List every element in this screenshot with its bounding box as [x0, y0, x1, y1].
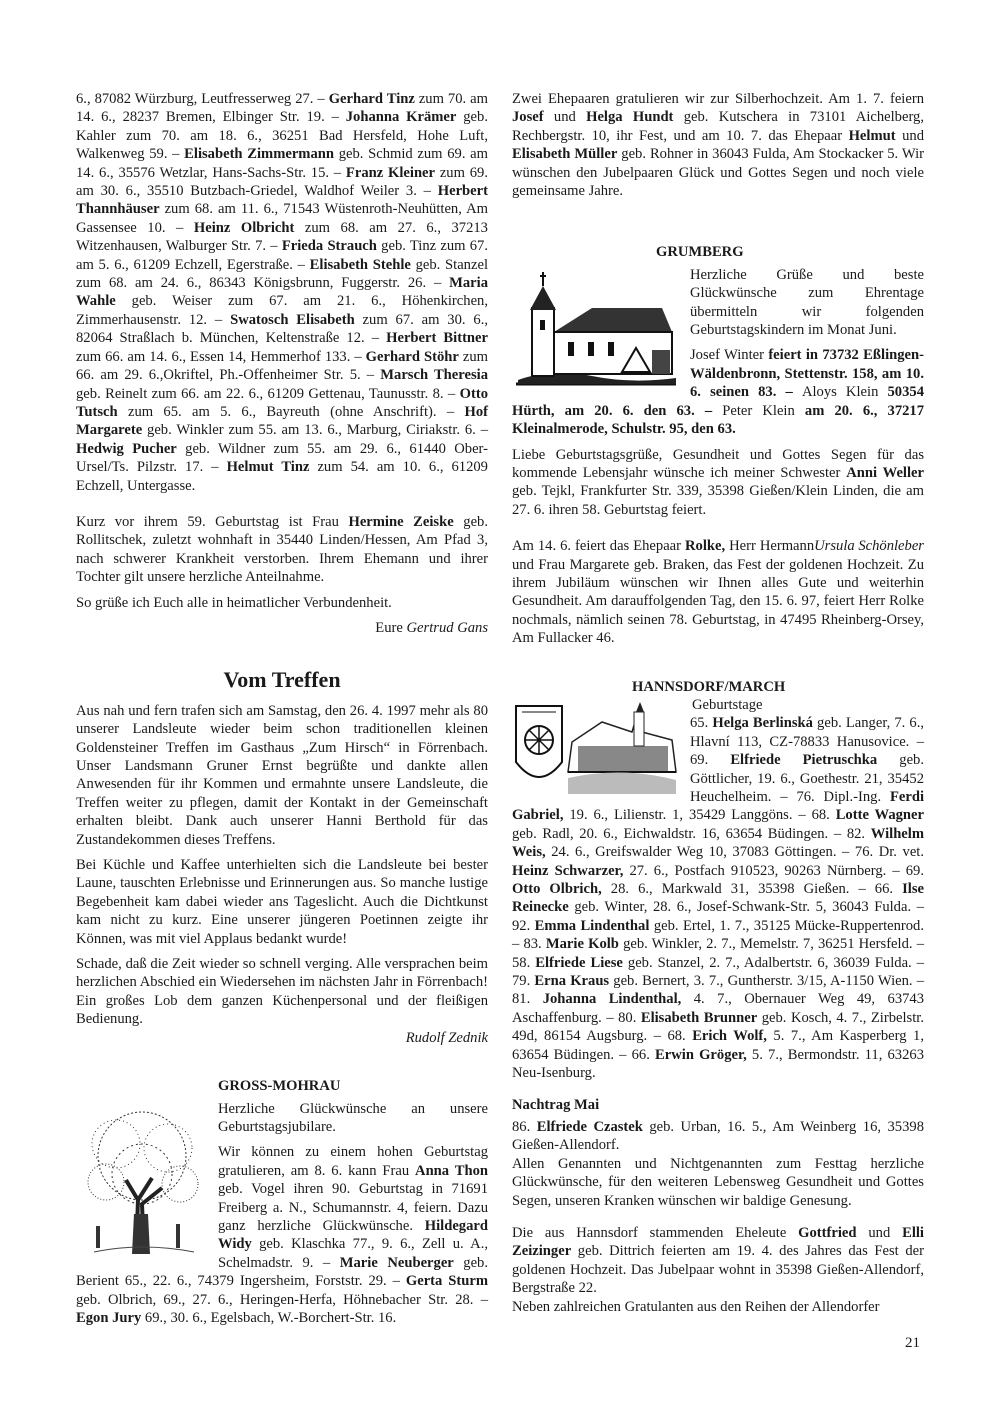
text-run: Wir können zu einem hohen Geburtstag gratulieren, am 8. 6. kann Frau: [218, 1144, 488, 1179]
gross-mohrau-paragraph-1: Herzliche Glückwünsche an unsere Geburtstagsjubilare.: [218, 1100, 488, 1135]
text-run: geb. Radl, 20. 6., Eichwaldstr. 16, 63654 Büdingen. – 82.: [512, 825, 871, 842]
text-run: zum 66. am 14. 6., Essen 14, Hemmerhof 133. –: [76, 348, 366, 365]
grumberg-paragraph-1: Herzliche Grüße und beste Glückwünsche zum Ehrentage übermitteln wir folgenden Geburtstagskindern im Monat Juni.: [690, 266, 924, 339]
text-run: Kurz vor ihrem 59. Geburtstag ist Frau: [76, 513, 349, 530]
birthday-list-paragraph: [76, 90, 488, 495]
treffen-signature: Rudolf Zednik: [405, 1029, 488, 1046]
treffen-paragraph-1: Aus nah und fern trafen sich am Samstag, den 26. 4. 1997 mehr als 80 unserer Landsleute wieder beim schon traditionellen kleinen Goldensteiner Treffen im Gasthaus „Zum Hirsch“ in Förrenbach. Unser Landsmann Gruner Ernst begrüßte und dankte allen Anwesenden für ihr Kommen und ermahnte unsere Landsleute, die Treffen weiter zu pflegen, damit der Kontakt in der Gemeinschaft erhalten bleibt. Dank auch unserer Hanni Berthold für das Zustandekommen dieses Treffens.: [76, 702, 488, 848]
text-run: geb. Klaschka 77., 9. 6., Zell u. A., Schelmadstr. 9. –: [218, 1236, 488, 1271]
text-run: 69., 30. 6., Egelsbach, W.-Borchert-Str. 16.: [141, 1309, 397, 1326]
bold-name: Egon Jury: [76, 1309, 142, 1326]
text-run: 4. 7., Obernauer Weg 49, 63743 Aschaffenburg. – 80.: [512, 991, 925, 1026]
nachtrag-paragraph: [512, 1118, 924, 1155]
text-run: Die aus Hannsdorf stammenden Eheleute: [512, 1224, 799, 1241]
text-run: geb. Rohner in 36043 Fulda, Am Stockacker 5. Wir wünschen den Jubelpaaren Glück und Gottes Segen und noch viele gemeinsame Jahre.: [512, 146, 925, 200]
text-run: Josef Winter: [690, 347, 764, 364]
right-column: [512, 90, 924, 1323]
bold-name: Otto Tutsch: [76, 385, 488, 420]
text-run: Peter Klein: [722, 402, 795, 419]
bold-name: am 20. 6., 37217 Kleinalmerode, Schulstr. 95, den 63.: [512, 402, 925, 438]
bold-name: Josef: [512, 109, 544, 126]
golden-wedding-paragraph: [512, 1224, 924, 1298]
bold-name: Erna Kraus: [534, 973, 610, 990]
bold-name: Hedwig Pucher: [76, 440, 177, 457]
bold-name: 50354 Hürth, am 20. 6. den 63. –: [512, 384, 924, 419]
bold-name: Hermine Zeiske: [348, 513, 454, 530]
bold-name: Helmut Tinz: [226, 459, 310, 476]
text-run: geb. Ertel, 1. 7., 35125 Mücke-Ruppertenrod. – 83.: [512, 917, 924, 953]
text-run: 24. 6., Greifswalder Weg 10, 37083 Göttingen. – 76. Dr. vet.: [545, 844, 924, 861]
section-title-treffen: Vom Treffen: [223, 667, 341, 693]
bold-name: Hof Margarete: [76, 403, 488, 439]
text-run: geb. Kutschera in 73101 Aichelberg, Rechbergstr. 10, ihr Fest, und am 10. 7. das Ehepaar: [512, 109, 924, 144]
text-run: 28. 6., Markwald 31, 35398 Gießen. – 66.: [601, 881, 903, 898]
text-run: zum 65. am 5. 6., Bayreuth (ohne Anschrift). –: [117, 403, 465, 420]
bold-name: Elfriede Pietruschka: [730, 752, 878, 769]
text-run: Herr Hermann und Frau Margarete geb. Braken, das Fest der goldenen Hochzeit. Zu ihrem Jubiläum wünschen wir Ihnen alles Gute und weiterhin Gesundheit. Am darauffolgenden Tag, den 15. 6. 97, feiert Herr Rolke nochmals, nämlich seinen 78. Geburtstag, in 47495 Rheinberg-Orsey, Am Fullacker 46.: [512, 538, 924, 647]
text-run: und: [895, 127, 924, 144]
bold-name: Gerta Sturm: [405, 1273, 488, 1290]
bold-name: Herbert Bittner: [386, 330, 488, 347]
text-run: geb. Kahler zum 70. am 18. 6., 36251 Bad Hersfeld, Hohe Luft, Walkenweg 59. –: [76, 109, 488, 163]
bold-name: Anna Thon: [415, 1162, 488, 1179]
text-run: 27. 6., Postfach 910523, 90263 Nürnberg. – 69.: [623, 862, 924, 879]
nachtrag-wishes: Allen Genannten und Nichtgenannten zum Festtag herzliche Glückwünsche, für den weiteren Lebensweg Gesundheit und Gottes Segen, unseren Kranken wünschen wir baldige Genesung.: [512, 1155, 924, 1209]
text-run: zum 67. am 30. 6., 82064 Straßlach b. München, Keltenstraße 12. –: [76, 311, 488, 347]
bold-name: Otto Olbrich,: [512, 881, 602, 898]
bold-name: Franz Kleiner: [345, 164, 436, 181]
left-column: [76, 90, 488, 1334]
grumberg-signature: Ursula Schönleber: [814, 538, 924, 555]
bold-name: Elisabeth Stehle: [309, 256, 411, 273]
text-run: geb. Langer, 7. 6., Hlavní 113, CZ-78833 Hanusovice. – 69.: [690, 715, 924, 769]
bold-name: Elisabeth Brunner: [640, 1009, 758, 1026]
text-run: 5. 7., Am Kasperberg 1, 63654 Büdingen. – 66.: [512, 1028, 924, 1063]
bold-name: Erich Wolf,: [692, 1028, 767, 1045]
text-run: geb. Stanzel zum 68. am 24. 6., 86343 Königsbrunn, Fuggerstr. 26. –: [76, 256, 488, 292]
text-run: geb. Dittrich feierten am 19. 4. des Jahres das Fest der goldenen Hochzeit. Das Jubelpaar wohnt in 35398 Gießen-Allendorf, Bergstraße 22.: [512, 1243, 924, 1297]
bold-name: Anni Weller: [846, 464, 924, 481]
section-title-gross-mohrau: GROSS-MOHRAU: [218, 1078, 341, 1095]
last-line: Neben zahlreichen Gratulanten aus den Reihen der Allendorfer: [512, 1298, 880, 1315]
obituary-paragraph: [76, 513, 488, 587]
church-illustration: [512, 268, 680, 386]
text-run: geb. Stanzel, 2. 7., Adalbertstr. 6, 36039 Fulda. – 79.: [512, 954, 924, 990]
bold-name: Erwin Gröger,: [655, 1046, 747, 1063]
text-run: 86.: [512, 1118, 537, 1135]
bold-name: Hildegard Widy: [218, 1217, 488, 1253]
grumberg-paragraph-3: [512, 446, 924, 520]
bold-name: Heinz Schwarzer,: [512, 862, 624, 879]
text-run: Liebe Geburtstagsgrüße, Gesundheit und Gottes Segen für das kommende Lebensjahr wünsche ich meiner Schwester: [512, 446, 924, 481]
treffen-paragraph-3: Schade, daß die Zeit wieder so schnell verging. Alle versprachen beim herzlichen Abschied ein Wiedersehen im nächsten Jahr in Förrenbach! Ein großes Lob dem ganzen Küchenpersonal und der fleißigen Bedienung.: [76, 956, 488, 1028]
treffen-paragraph-2: Bei Küchle und Kaffee unterhielten sich die Landsleute bei bester Laune, tauschten Erlebnisse und Erinnerungen aus. So manche lustige Begebenheit kam dabei wieder ans Tageslicht. Auch die Dichtkunst kam nicht zu kurz. Eine unserer jüngeren Poetinnen zeigte ihr Können, was mit viel Applaus bedankt wurde!: [76, 857, 488, 947]
text-run: zum 69. am 30. 6., 35510 Butzbach-Griedel, Waldhof Weiler 3. –: [76, 164, 488, 200]
bold-name: Helga Hundt: [586, 109, 674, 126]
tree-illustration: [76, 1104, 208, 1254]
text-run: geb. Rollitschek, zuletzt wohnhaft in 35440 Linden/Hessen, Am Pfad 3, nach schwerer Krankheit verstorben. Ihrem Ehemann und ihrer Tochter gilt unsere herzliche Anteilnahme.: [76, 513, 488, 586]
bold-name: Marie Kolb: [545, 936, 619, 953]
section-title-hannsdorf: HANNSDORF/MARCH: [632, 678, 786, 695]
text-run: Zwei Ehepaaren gratulieren wir zur Silberhochzeit. Am 1. 7. feiern: [512, 91, 924, 107]
bold-name: Lotte Wagner: [835, 807, 924, 824]
bold-name: Elfriede Liese: [535, 954, 623, 971]
text-run: zum 68. am 27. 6., 37213 Witzenhausen, Walburger Str. 7. –: [76, 219, 488, 255]
bold-name: Wilhelm Weis,: [512, 825, 924, 861]
text-run: geb. Schmid zum 69. am 14. 6., 35576 Wetzlar, Hans-Sachs-Str. 15. –: [76, 146, 488, 181]
hannsdorf-subtitle: Geburtstage: [692, 696, 763, 713]
bold-name: Herbert Thannhäuser: [76, 183, 488, 218]
text-run: zum 66. am 29. 6.,Okriftel, Ph.-Offenheimer Str. 5. –: [76, 348, 488, 384]
bold-name: Elisabeth Müller: [512, 146, 618, 163]
bold-name: Elisabeth Zimmermann: [184, 146, 334, 163]
bold-name: Johanna Lindenthal,: [542, 991, 682, 1008]
signoff: Eure: [375, 619, 403, 636]
silver-wedding-paragraph: [512, 90, 924, 200]
bold-name: Gerhard Stöhr: [365, 348, 459, 365]
section-title-nachtrag: Nachtrag Mai: [512, 1096, 600, 1113]
bold-name: Helga Berlinská: [712, 715, 813, 732]
text-run: geb. Göttlicher, 19. 6., Goethestr. 21, 35452 Heuchelheim. – 76. Dipl.-Ing.: [690, 752, 924, 805]
text-run: 65.: [690, 715, 713, 732]
bold-name: Gottfried: [798, 1224, 857, 1241]
bold-name: Swatosch Elisabeth: [230, 311, 355, 328]
text-run: geb. Weiser zum 67. am 21. 6., Höhenkirchen, Zimmerhausenstr. 12. –: [76, 293, 488, 328]
text-run: geb. Winkler zum 55. am 13. 6., Marburg, Ciriakstr. 6. –: [142, 422, 488, 439]
bold-name: Helmut: [848, 127, 896, 144]
text-run: Am 14. 6. feiert das Ehepaar: [512, 538, 685, 555]
section-title-grumberg: GRUMBERG: [656, 244, 744, 261]
text-run: geb. Bernert, 3. 7., Guntherstr. 3/15, A-1150 Wien. – 81.: [512, 973, 925, 1008]
text-run: 5. 7., Bermondstr. 11, 63263 Neu-Isenburg.: [512, 1046, 924, 1082]
text-run: zum 68. am 11. 6., 71543 Wüstenroth-Neuhütten, Am Gassensee 10. –: [76, 201, 488, 236]
text-run: geb. Tejkl, Frankfurter Str. 339, 35398 Gießen/Klein Linden, die am 27. 6. ihren 58. Geburtstag feiert.: [512, 483, 924, 518]
text-run: 6., 87082 Würzburg, Leutfresserweg 27. –: [76, 91, 329, 107]
text-run: geb. Tinz zum 67. am 5. 6., 61209 Echzell, Egerstraße. –: [76, 238, 488, 273]
bold-name: Elfriede Czastek: [536, 1118, 643, 1135]
bold-name: Frieda Strauch: [281, 238, 377, 255]
text-run: geb. Winkler, 2. 7., Memelstr. 7, 36251 Hersfeld. – 58.: [512, 936, 924, 971]
bold-name: Maria Wahle: [76, 275, 488, 310]
text-run: geb. Vogel ihren 90. Geburtstag in 71691 Freiberg a. N., Schumannstr. 4, feiern. Dazu ganz herzliche Glückwünsche.: [218, 1181, 488, 1234]
bold-name: Elli Zeizinger: [512, 1224, 924, 1260]
bold-name: Marsch Theresia: [380, 367, 489, 384]
text-run: geb. Urban, 16. 5., Am Weinberg 16, 35398 Gießen-Allendorf.: [512, 1118, 924, 1154]
bold-name: feiert in 73732 Eßlingen-Wäldenbronn, Stettenstr. 158, am 10. 6. seinen 83. –: [690, 347, 924, 401]
bold-name: Emma Lindenthal: [534, 917, 650, 934]
bold-name: Johanna Krämer: [345, 109, 457, 126]
signature-name: Gertrud Gans: [406, 619, 488, 636]
text-run: und: [856, 1224, 903, 1241]
text-run: Aloys Klein: [801, 384, 879, 401]
text-run: geb. Berient 65., 22. 6., 74379 Ingersheim, Forststr. 29. –: [76, 1254, 488, 1290]
signature-line: [76, 619, 488, 637]
bold-name: Heinz Olbricht: [193, 219, 295, 236]
hannsdorf-emblem-illustration: [512, 702, 680, 798]
bold-name: Ferdi Gabriel,: [512, 789, 924, 824]
bold-name: Rolke,: [685, 538, 726, 555]
text-run: geb. Olbrich, 69., 27. 6., Heringen-Herfa, Höhnebacher Str. 28. –: [76, 1291, 488, 1308]
text-run: geb. Kosch, 4. 7., Zirbelstr. 49d, 86154 Augsburg. – 68.: [512, 1009, 924, 1045]
text-run: geb. Wildner zum 55. am 29. 6., 61440 Ober-Ursel/Ts. Pilzstr. 17. –: [76, 440, 488, 476]
text-run: zum 70. am 14. 6., 28237 Bremen, Elbinger Str. 19. –: [76, 91, 488, 126]
text-run: geb. Winter, 28. 6., Josef-Schwank-Str. 5, 36043 Fulda. – 92.: [512, 899, 924, 934]
bold-name: Gerhard Tinz: [328, 91, 415, 107]
grumberg-paragraph-4: [512, 537, 924, 647]
text-run: zum 54. am 10. 6., 61209 Echzell, Untergasse.: [76, 459, 488, 494]
bold-name: Marie Neuberger: [339, 1254, 454, 1271]
text-run: 19. 6., Lilienstr. 1, 35429 Langgöns. – 68.: [563, 807, 836, 824]
bold-name: Ilse Reinecke: [512, 881, 924, 916]
page-number: 21: [905, 1335, 920, 1351]
text-run: und: [543, 109, 587, 126]
greeting-paragraph: So grüße ich Euch alle in heimatlicher Verbundenheit.: [76, 594, 392, 611]
text-run: geb. Reinelt zum 66. am 22. 6., 61209 Gettenau, Taunusstr. 8. –: [76, 385, 460, 402]
